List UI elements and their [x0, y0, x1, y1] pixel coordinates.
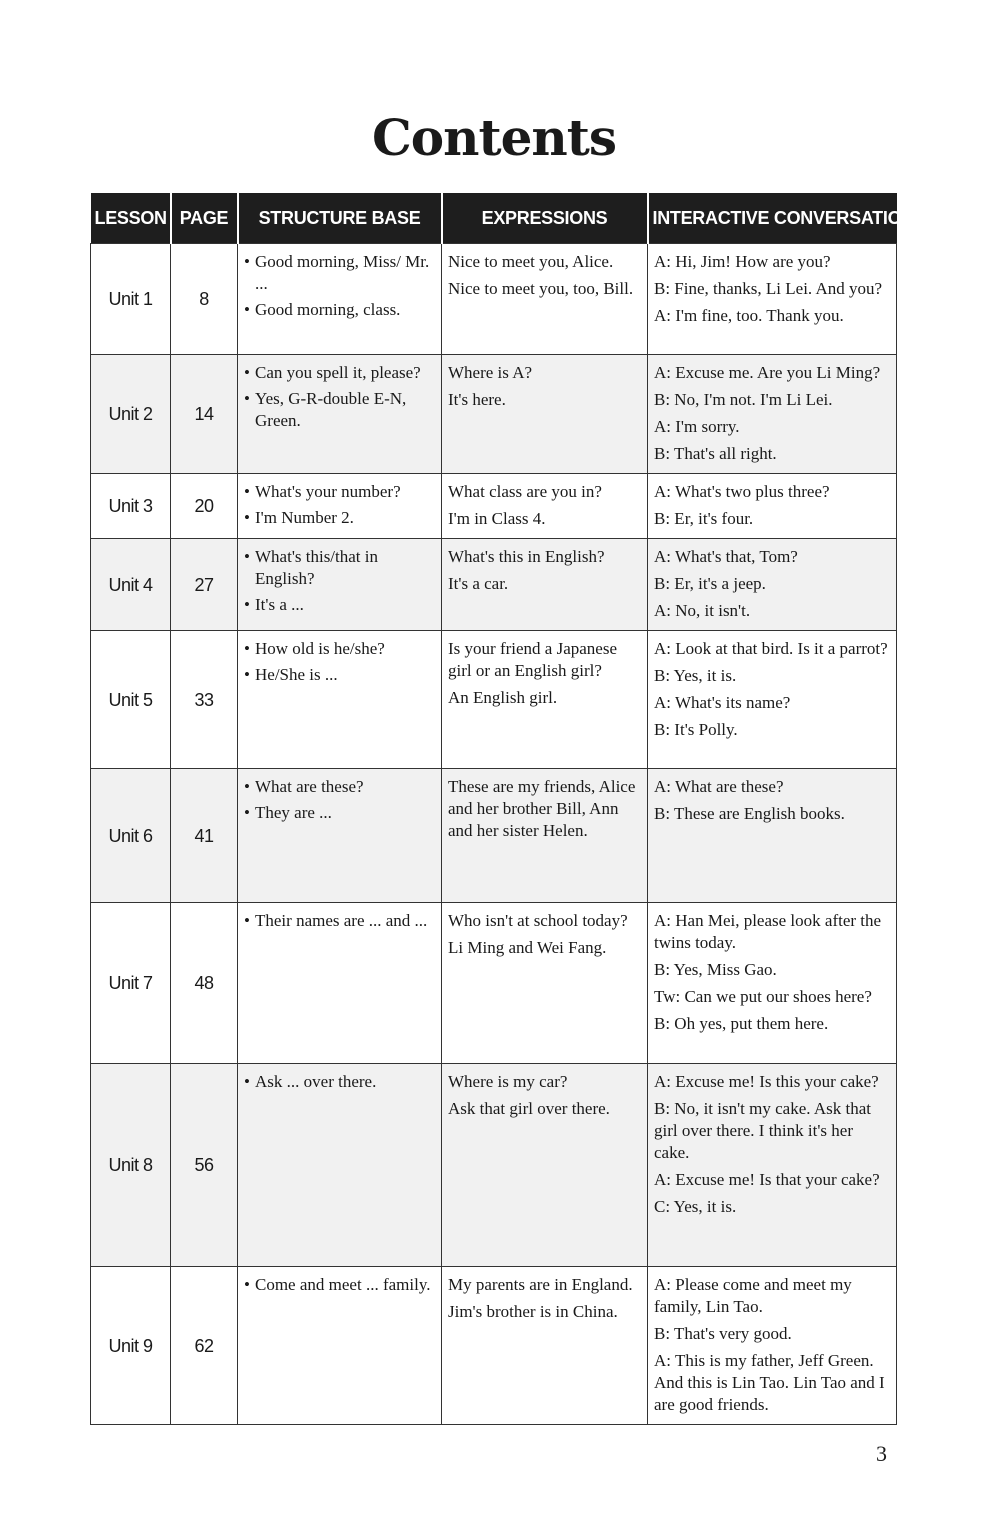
table-body [91, 244, 897, 1425]
expression-item: Who isn't at school today? [448, 911, 628, 930]
page-cell: 20 [171, 474, 238, 539]
structure-item: • What's your number? [244, 481, 435, 503]
structure-item: • Ask ... over there. [244, 1071, 435, 1093]
structure-item: • Come and meet ... family. [244, 1274, 435, 1296]
structure-item: • They are ... [244, 802, 435, 824]
expressions-cell [442, 631, 648, 769]
conversation-line: B: Er, it's a jeep. [654, 574, 766, 593]
page-cell: 8 [171, 244, 238, 355]
header-structure-base: STRUCTURE BASE [238, 193, 442, 244]
header-expressions: EXPRESSIONS [442, 193, 648, 244]
expression-item: Where is A? [448, 363, 533, 382]
page-cell: 14 [171, 355, 238, 474]
expression-item: I'm in Class 4. [448, 509, 546, 528]
table-row [91, 355, 897, 474]
structure-base-cell [238, 355, 442, 474]
conversation-line: A: What's its name? [654, 693, 791, 712]
structure-item: • Can you spell it, please? [244, 362, 435, 384]
page-cell: 62 [171, 1267, 238, 1425]
header-interactive-conversation: INTERACTIVE CONVERSATION [648, 193, 897, 244]
expressions-cell [442, 1064, 648, 1267]
conversation-line: A: Excuse me. Are you Li Ming? [654, 363, 881, 382]
lesson-cell: Unit 7 [91, 903, 171, 1064]
structure-item: • Their names are ... and ... [244, 910, 435, 932]
expressions-cell [442, 539, 648, 631]
conversation-line: A: What's that, Tom? [654, 547, 798, 566]
expression-item: It's here. [448, 390, 506, 409]
structure-base-cell [238, 631, 442, 769]
structure-item: • Yes, G-R-double E-N, Green. [244, 388, 435, 432]
contents-table [90, 193, 914, 1425]
page-cell: 48 [171, 903, 238, 1064]
table-row [91, 474, 897, 539]
conversation-line: Tw: Can we put our shoes here? [654, 987, 872, 1006]
lesson-cell: Unit 6 [91, 769, 171, 903]
conversation-cell [648, 769, 897, 903]
expression-item: Is your friend a Japanese girl or an English girl? [448, 639, 617, 680]
lesson-cell: Unit 8 [91, 1064, 171, 1267]
table-row [91, 1064, 897, 1267]
page-number: 3 [876, 1441, 887, 1466]
structure-item: • He/She is ... [244, 664, 435, 686]
conversation-line: A: What's two plus three? [654, 482, 830, 501]
structure-base-cell [238, 474, 442, 539]
conversation-line: A: I'm sorry. [654, 417, 740, 436]
table-row [91, 903, 897, 1064]
page-cell: 56 [171, 1064, 238, 1267]
lesson-cell: Unit 5 [91, 631, 171, 769]
expression-item: What's this in English? [448, 547, 605, 566]
conversation-line: B: That's all right. [654, 444, 777, 463]
structure-base-cell [238, 903, 442, 1064]
table-row [91, 631, 897, 769]
lesson-cell: Unit 4 [91, 539, 171, 631]
conversation-line: A: Hi, Jim! How are you? [654, 252, 831, 271]
structure-base-cell [238, 769, 442, 903]
structure-base-cell [238, 1267, 442, 1425]
structure-base-cell [238, 244, 442, 355]
conversation-line: C: Yes, it is. [654, 1197, 737, 1216]
expressions-cell [442, 474, 648, 539]
conversation-line: A: This is my father, Jeff Green. And this is Lin Tao. Lin Tao and I are good friends. [654, 1351, 885, 1414]
conversation-line: A: Please come and meet my family, Lin Tao. [654, 1275, 852, 1316]
page-title: Contents [371, 108, 616, 167]
expression-item: It's a car. [448, 574, 509, 593]
conversation-line: B: It's Polly. [654, 720, 738, 739]
structure-item: • Good morning, Miss/ Mr. ... [244, 251, 435, 295]
lesson-cell: Unit 2 [91, 355, 171, 474]
page-cell: 33 [171, 631, 238, 769]
header-row [91, 193, 897, 244]
conversation-cell [648, 1064, 897, 1267]
structure-item: • It's a ... [244, 594, 435, 616]
table-row [91, 769, 897, 903]
expressions-cell [442, 769, 648, 903]
conversation-cell [648, 903, 897, 1064]
expressions-cell [442, 903, 648, 1064]
structure-item: • What's this/that in English? [244, 546, 435, 590]
conversation-line: B: Fine, thanks, Li Lei. And you? [654, 279, 883, 298]
header-page: PAGE [171, 193, 238, 244]
conversation-line: B: No, it isn't my cake. Ask that girl over there. I think it's her cake. [654, 1099, 871, 1162]
expression-item: An English girl. [448, 688, 558, 707]
conversation-line: A: I'm fine, too. Thank you. [654, 306, 844, 325]
table-row [91, 244, 897, 355]
conversation-cell [648, 539, 897, 631]
table-row [91, 539, 897, 631]
page-cell: 27 [171, 539, 238, 631]
conversation-line: A: Excuse me! Is that your cake? [654, 1170, 880, 1189]
expression-item: Nice to meet you, too, Bill. [448, 279, 634, 298]
conversation-cell [648, 244, 897, 355]
expression-item: Where is my car? [448, 1072, 568, 1091]
conversation-line: A: Excuse me! Is this your cake? [654, 1072, 879, 1091]
conversation-cell [648, 474, 897, 539]
expression-item: Li Ming and Wei Fang. [448, 938, 607, 957]
conversation-line: A: What are these? [654, 777, 784, 796]
conversation-line: B: No, I'm not. I'm Li Lei. [654, 390, 833, 409]
structure-item: • I'm Number 2. [244, 507, 435, 529]
header-lesson: LESSON [91, 193, 171, 244]
lesson-cell: Unit 1 [91, 244, 171, 355]
structure-base-cell [238, 539, 442, 631]
table-row [91, 1267, 897, 1425]
conversation-line: B: That's very good. [654, 1324, 792, 1343]
expressions-cell [442, 1267, 648, 1425]
conversation-line: B: Oh yes, put them here. [654, 1014, 829, 1033]
expression-item: Nice to meet you, Alice. [448, 252, 614, 271]
structure-item: • What are these? [244, 776, 435, 798]
conversation-cell [648, 1267, 897, 1425]
conversation-line: A: Look at that bird. Is it a parrot? [654, 639, 888, 658]
expression-item: Jim's brother is in China. [448, 1302, 618, 1321]
conversation-line: A: No, it isn't. [654, 601, 751, 620]
structure-base-cell [238, 1064, 442, 1267]
conversation-line: B: Er, it's four. [654, 509, 754, 528]
conversation-line: B: Yes, Miss Gao. [654, 960, 777, 979]
structure-item: • Good morning, class. [244, 299, 435, 321]
expressions-cell [442, 355, 648, 474]
conversation-line: B: These are English books. [654, 804, 845, 823]
lesson-cell: Unit 3 [91, 474, 171, 539]
expression-item: These are my friends, Alice and her brother Bill, Ann and her sister Helen. [448, 777, 636, 840]
expression-item: My parents are in England. [448, 1275, 633, 1294]
expressions-cell [442, 244, 648, 355]
expression-item: What class are you in? [448, 482, 602, 501]
expression-item: Ask that girl over there. [448, 1099, 610, 1118]
structure-item: • How old is he/she? [244, 638, 435, 660]
page-cell: 41 [171, 769, 238, 903]
conversation-line: B: Yes, it is. [654, 666, 737, 685]
conversation-line: A: Han Mei, please look after the twins today. [654, 911, 882, 952]
conversation-cell [648, 631, 897, 769]
lesson-cell: Unit 9 [91, 1267, 171, 1425]
conversation-cell [648, 355, 897, 474]
